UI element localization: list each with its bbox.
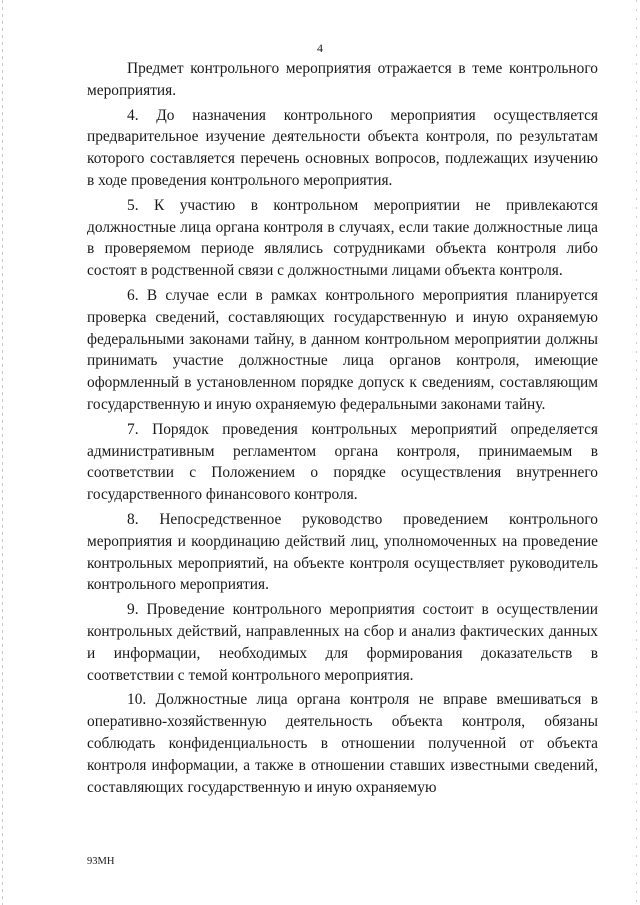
paragraph-7: 7. Порядок проведения контрольных мероприятий определяется административным регламентом органа контроля, принимаемым в соответствии с Положением о порядке осуществления внутреннего государственного финансового контроля. xyxy=(87,420,598,504)
paragraph-6: 6. В случае если в рамках контрольного мероприятия планируется проверка сведений, составляющих государственную и иную охраняемую федеральными законами тайну, в данном контрольном мероприятии должны принимать участие должностные лица органов контроля, имеющие оформленный в установленном порядке допуск к сведениям, составляющим государственную и иную охраняемую федеральными законами тайну. xyxy=(87,286,598,413)
footer-code: 93МН xyxy=(87,856,115,867)
paragraph-5: 5. К участию в контрольном мероприятии не привлекаются должностные лица органа контроля в случаях, если такие должностные лица в проверяемом периоде являлись сотрудниками объекта контроля либо состоят в родственной связи с должностными лицами объекта контроля. xyxy=(87,196,598,280)
document-body xyxy=(87,58,598,798)
paragraph-9: 9. Проведение контрольного мероприятия состоит в осуществлении контрольных действий, направленных на сбор и анализ фактических данных и информации, необходимых для формирования доказательств в соответствии с темой контрольного мероприятия. xyxy=(87,601,598,684)
page-number: 4 xyxy=(317,41,323,55)
scan-edge-right xyxy=(636,0,637,905)
paragraph-8: 8. Непосредственное руководство проведением контрольного мероприятия и координацию действий лиц, уполномоченных на проведение контрольных мероприятий, на объекте контроля осуществляет руководитель контрольного мероприятия. xyxy=(87,510,598,594)
scan-edge-left xyxy=(2,0,3,905)
paragraph-subject: Предмет контрольного мероприятия отражается в теме контрольного мероприятия. xyxy=(87,60,598,99)
paragraph-4: 4. До назначения контрольного мероприятия осуществляется предварительное изучение деятельности объекта контроля, по результатам которого составляется перечень основных вопросов, подлежащих изучению в ходе проведения контрольного мероприятия. xyxy=(87,106,598,189)
paragraph-10: 10. Должностные лица органа контроля не вправе вмешиваться в оперативно-хозяйственную деятельность объекта контроля, обязаны соблюдать конфиденциальность в отношении полученной от объекта контроля информации, а также в отношении ставших известными сведений, составляющих государственную и иную охраняемую xyxy=(87,691,598,796)
